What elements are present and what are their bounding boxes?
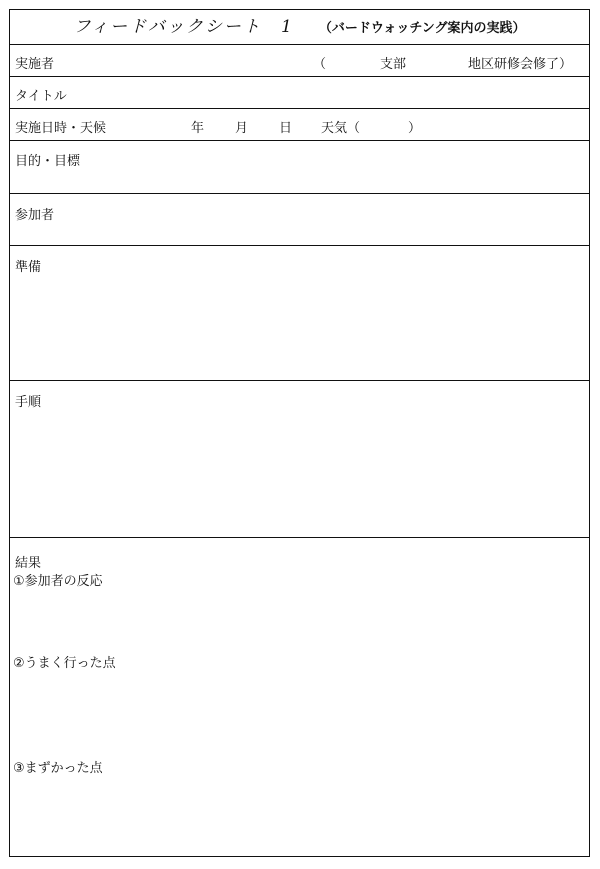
branch-label: 支部 — [380, 57, 407, 72]
participants-label: 参加者 — [15, 208, 55, 223]
feedback-sheet — [9, 9, 590, 857]
title-field-row — [10, 77, 589, 109]
sheet-subtitle: （バードウォッチング案内の実践） — [318, 21, 526, 36]
results-label: 結果 — [15, 556, 42, 571]
participants-row — [10, 194, 589, 246]
day-label: 日 — [279, 121, 293, 136]
results-item-went-well: ②うまく行った点 — [13, 656, 116, 671]
month-label: 月 — [235, 121, 249, 136]
sheet-title: フィードバックシート — [73, 17, 262, 37]
results-item-reactions: ①参加者の反応 — [13, 574, 103, 589]
preparation-label: 準備 — [15, 260, 42, 275]
weather-label: 天気（ — [321, 121, 361, 136]
practitioner-paren-open: （ — [313, 57, 327, 72]
results-row — [10, 538, 589, 858]
title-field-label: タイトル — [15, 89, 67, 104]
practitioner-label: 実施者 — [15, 57, 55, 72]
sheet-number: 1 — [280, 17, 292, 37]
course-completed-label: 地区研修会修了） — [468, 57, 573, 72]
sheet-header — [10, 10, 589, 45]
purpose-label: 目的・目標 — [15, 154, 81, 169]
year-label: 年 — [191, 121, 205, 136]
results-item-went-wrong: ③まずかった点 — [13, 761, 103, 776]
purpose-row — [10, 141, 589, 194]
datetime-label: 実施日時・天候 — [15, 121, 107, 136]
practitioner-row — [10, 45, 589, 77]
procedure-row — [10, 381, 589, 538]
procedure-label: 手順 — [15, 395, 42, 410]
datetime-row — [10, 109, 589, 141]
weather-paren-close: ） — [408, 121, 422, 136]
preparation-row — [10, 246, 589, 381]
